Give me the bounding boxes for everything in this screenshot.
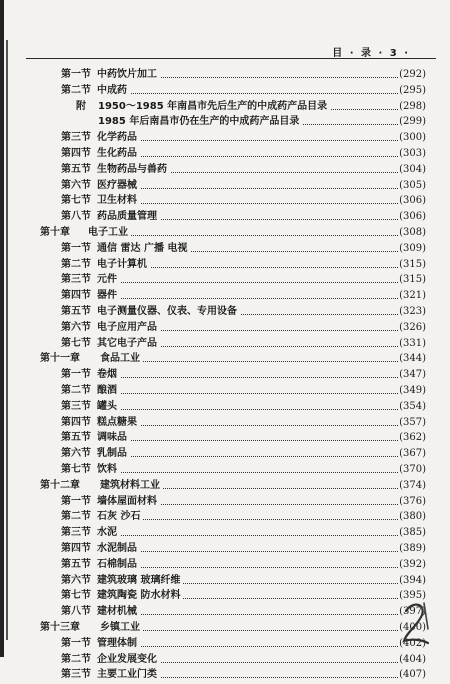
page-number: (347) — [399, 369, 426, 381]
section-label: 第二节 — [61, 511, 91, 523]
section-title: 电子计算机 — [97, 256, 150, 274]
section-title: 中药饮片加工 — [97, 66, 160, 84]
page-number: (376) — [399, 495, 426, 507]
section-title: 石灰 沙石 — [97, 508, 143, 526]
section-title: 生物药品与兽药 — [97, 161, 170, 179]
section-label: 第七节 — [61, 337, 91, 349]
page-number: (374) — [399, 479, 426, 491]
page-number: (308) — [399, 227, 426, 238]
section-label: 第七节 — [61, 195, 91, 207]
section-label: 第一节 — [61, 637, 91, 649]
chapter-title: 乡镇工业 — [100, 619, 143, 637]
section-label: 第七节 — [61, 590, 91, 602]
dot-leader — [107, 567, 398, 568]
section-title: 饮料 — [97, 461, 120, 479]
page-number: (397) — [399, 606, 426, 618]
dot-leader — [107, 425, 398, 426]
section-label: 第六节 — [61, 574, 91, 586]
page-number: (306) — [399, 211, 426, 223]
section-label: 第六节 — [61, 179, 91, 191]
page-number: (389) — [399, 543, 426, 554]
page-number: (357) — [399, 416, 426, 428]
dot-leader — [107, 409, 398, 410]
section-title: 卷烟 — [97, 366, 120, 384]
running-header — [0, 44, 450, 58]
section-title: 1985 年后南昌市仍在生产的中成药产品目录 — [98, 113, 302, 131]
page-number: (315) — [399, 274, 426, 286]
section-title: 其它电子产品 — [97, 335, 160, 353]
toc-row — [0, 666, 450, 684]
page-number: (385) — [399, 527, 426, 539]
handwritten-mark — [398, 599, 432, 649]
section-label: 第八节 — [61, 211, 91, 223]
section-title: 乳制品 — [97, 445, 130, 463]
section-label: 第一节 — [61, 242, 91, 254]
section-label: 第三节 — [61, 274, 91, 286]
section-title: 建材机械 — [97, 603, 140, 621]
section-title: 生化药品 — [97, 145, 140, 163]
dot-leader — [107, 203, 398, 204]
page-number: (295) — [399, 84, 426, 96]
section-label: 第四节 — [61, 543, 91, 554]
dot-leader — [107, 156, 398, 157]
page-number: (395) — [399, 590, 426, 602]
section-title: 化学药品 — [97, 129, 140, 147]
section-title: 1950～1985 年南昌市先后生产的中成药产品目录 — [98, 98, 330, 116]
section-label: 第二节 — [61, 258, 91, 270]
chapter-title: 食品工业 — [100, 350, 143, 368]
page-number: (315) — [399, 258, 426, 270]
section-title: 水泥制品 — [97, 540, 140, 558]
dot-leader — [107, 393, 398, 394]
section-title: 卫生材料 — [97, 192, 140, 210]
section-label: 第二节 — [61, 84, 91, 96]
section-title: 主要工业门类 — [97, 666, 160, 684]
page-number: (303) — [399, 148, 426, 159]
page-number: (306) — [399, 195, 426, 207]
section-label: 第五节 — [61, 163, 91, 175]
dot-leader — [107, 535, 398, 536]
page-number: (305) — [399, 179, 426, 191]
page-number: (380) — [399, 511, 426, 523]
section-label: 第三节 — [61, 669, 91, 681]
section-label: 第一节 — [61, 369, 91, 381]
section-title: 管理体制 — [97, 635, 140, 653]
section-label: 第七节 — [61, 464, 91, 475]
page-number: (362) — [399, 432, 426, 444]
dot-leader — [107, 456, 398, 457]
section-label: 第四节 — [61, 416, 91, 428]
section-title: 药品质量管理 — [97, 208, 160, 226]
page-number: (400) — [399, 622, 426, 633]
page-number: (392) — [399, 558, 426, 570]
dot-leader — [110, 361, 398, 362]
page-number: (404) — [399, 653, 426, 665]
page-number: (321) — [399, 290, 426, 302]
section-title: 墙体屋面材料 — [97, 493, 160, 511]
page-number: (300) — [399, 132, 426, 144]
section-label: 第一节 — [61, 69, 91, 80]
section-title: 水泥 — [97, 524, 120, 542]
dot-leader — [107, 93, 398, 94]
section-label: 第一节 — [61, 495, 91, 507]
page-number: (309) — [399, 242, 426, 254]
page-number: (326) — [399, 321, 426, 333]
dot-leader — [107, 298, 398, 299]
chapter-label: 第十二章 — [40, 479, 80, 491]
page-number: (349) — [399, 385, 426, 396]
chapter-title: 电子工业 — [88, 224, 131, 242]
chapter-label: 第十章 — [40, 227, 70, 238]
section-title: 酿酒 — [97, 382, 120, 400]
header-title: 目 · 录 · 3 · — [332, 48, 410, 59]
section-title: 调味品 — [97, 429, 130, 447]
chapter-label: 第十三章 — [40, 622, 80, 633]
section-label: 第六节 — [61, 448, 91, 460]
section-title: 石棉制品 — [97, 556, 140, 574]
dot-leader — [107, 614, 398, 615]
dot-leader — [107, 646, 398, 647]
chapter-label: 第十一章 — [40, 353, 80, 365]
section-title: 糕点糖果 — [97, 414, 140, 432]
page-number: (344) — [399, 353, 426, 365]
section-title: 医疗器械 — [97, 177, 140, 195]
section-title: 建筑陶瓷 防水材料 — [97, 587, 183, 605]
header-rule — [26, 58, 436, 59]
page-number: (304) — [399, 163, 426, 175]
section-label: 第六节 — [61, 321, 91, 333]
section-title: 元件 — [97, 271, 120, 289]
section-label: 第五节 — [61, 306, 91, 317]
page-number: (292) — [399, 69, 426, 80]
page-number: (402) — [399, 637, 426, 649]
dot-leader — [107, 377, 398, 378]
section-label: 第三节 — [61, 527, 91, 539]
section-label: 第二节 — [61, 653, 91, 665]
section-label: 第三节 — [61, 132, 91, 144]
section-label: 第五节 — [61, 432, 91, 444]
dot-leader — [107, 140, 398, 141]
dot-leader — [110, 630, 398, 631]
section-label: 第二节 — [61, 385, 91, 396]
section-title: 罐头 — [97, 398, 120, 416]
section-label: 第四节 — [61, 290, 91, 302]
section-label: 第三节 — [61, 400, 91, 412]
section-label: 第五节 — [61, 558, 91, 570]
page-number: (407) — [399, 669, 426, 681]
page-number: (299) — [399, 116, 426, 128]
dot-leader — [107, 519, 398, 520]
dot-leader — [107, 551, 398, 552]
dot-leader — [98, 235, 398, 236]
page-number: (331) — [399, 337, 426, 349]
dot-leader — [107, 440, 398, 441]
section-title: 建筑玻璃 玻璃纤维 — [97, 572, 183, 590]
page-number: (323) — [399, 306, 426, 317]
page-number: (354) — [399, 400, 426, 412]
section-label: 第四节 — [61, 148, 91, 159]
section-label: 附 — [76, 100, 86, 112]
dot-leader — [107, 267, 398, 268]
section-title: 通信 雷达 广播 电视 — [97, 240, 190, 258]
chapter-title: 建筑材料工业 — [100, 477, 163, 495]
dot-leader — [107, 282, 398, 283]
dot-leader — [107, 472, 398, 473]
page-number: (394) — [399, 574, 426, 586]
page-number: (370) — [399, 464, 426, 475]
section-title: 器件 — [97, 287, 120, 305]
page-number: (298) — [399, 100, 426, 112]
section-title: 电子测量仪器、仪表、专用设备 — [97, 303, 240, 321]
dot-leader — [107, 188, 398, 189]
section-title: 企业发展变化 — [97, 651, 160, 669]
page-number: (367) — [399, 448, 426, 460]
section-label: 第八节 — [61, 606, 91, 618]
section-title: 中成药 — [97, 82, 130, 100]
section-title: 电子应用产品 — [97, 319, 160, 337]
